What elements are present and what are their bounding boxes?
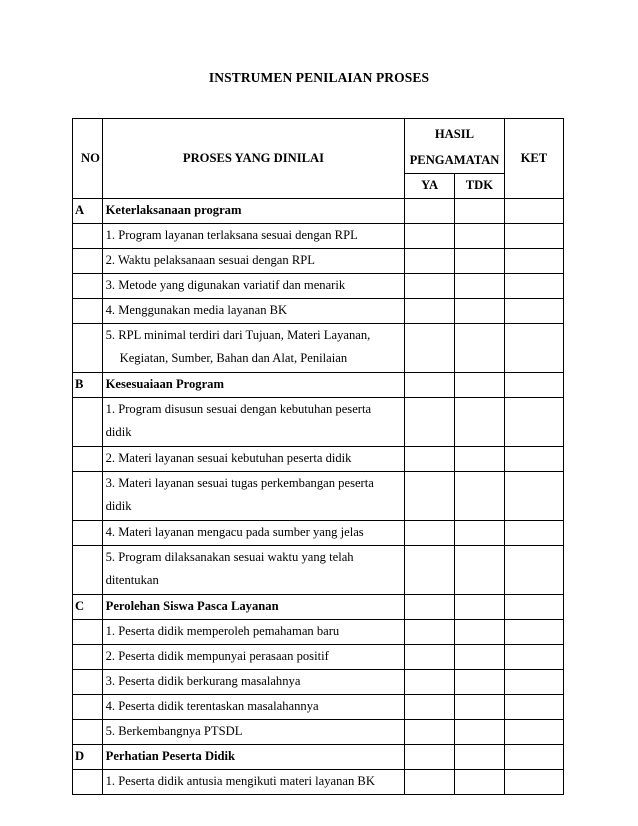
item-line: 5. RPL minimal terdiri dari Tujuan, Materi Layanan, [105,327,371,342]
item-line: 4. Peserta didik terentaskan masalahannya [105,698,319,713]
item-row [73,397,564,446]
item-row [73,619,564,644]
section-row [73,744,564,769]
item-text [102,298,405,323]
ya-checkbox-cell[interactable] [405,619,455,644]
item-row [73,248,564,273]
item-line: didik [105,499,132,513]
ket-cell[interactable] [504,644,563,669]
item-row [73,545,564,594]
no-cell [73,545,103,594]
no-cell [73,471,103,520]
document-title: INSTRUMEN PENILAIAN PROSES [208,70,430,85]
item-row [73,273,564,298]
section-title: Keterlaksanaan program [102,198,405,223]
item-line: 3. Materi layanan sesuai tugas perkembangan peserta [105,475,374,490]
ya-checkbox-cell[interactable] [405,298,455,323]
ket-cell[interactable] [504,619,563,644]
no-cell [73,397,103,446]
tdk-checkbox-cell[interactable] [455,298,505,323]
tdk-checkbox-cell[interactable] [455,248,505,273]
ya-cell [405,594,455,619]
section-title: Perhatian Peserta Didik [102,744,405,769]
ket-cell[interactable] [504,248,563,273]
item-line: 4. Materi layanan mengacu pada sumber yang jelas [105,524,364,539]
item-row [73,471,564,520]
section-letter: C [73,594,103,619]
header-hasil-pengamatan [405,119,504,174]
header-hasil-line2: PENGAMATAN [409,153,500,167]
no-cell [73,669,103,694]
tdk-cell [455,744,505,769]
item-line: 2. Waktu pelaksanaan sesuai dengan RPL [105,252,315,267]
ket-cell[interactable] [504,471,563,520]
no-cell [73,694,103,719]
assessment-table [72,118,564,795]
tdk-checkbox-cell[interactable] [455,223,505,248]
ya-cell [405,372,455,397]
no-cell [73,644,103,669]
item-line: Kegiatan, Sumber, Bahan dan Alat, Penilaian [119,351,348,365]
item-text [102,273,405,298]
section-row [73,372,564,397]
item-text [102,520,405,545]
item-line: 4. Menggunakan media layanan BK [105,302,288,317]
ket-cell[interactable] [504,545,563,594]
tdk-checkbox-cell[interactable] [455,273,505,298]
tdk-checkbox-cell[interactable] [455,471,505,520]
item-line: didik [105,425,132,439]
item-line: 5. Berkembangnya PTSDL [105,723,243,738]
item-text [102,223,405,248]
item-row [73,669,564,694]
ket-cell[interactable] [504,446,563,471]
item-text [102,619,405,644]
item-line: 1. Peserta didik antusia mengikuti materi layanan BK [105,773,375,788]
section-row [73,594,564,619]
ya-checkbox-cell[interactable] [405,545,455,594]
section-letter: D [73,744,103,769]
no-cell [73,520,103,545]
ya-checkbox-cell[interactable] [405,471,455,520]
ya-checkbox-cell[interactable] [405,323,455,372]
item-line: 3. Peserta didik berkurang masalahnya [105,673,301,688]
ya-cell [405,744,455,769]
section-letter: A [73,198,103,223]
ket-cell [504,744,563,769]
no-cell [73,719,103,744]
item-row [73,769,564,794]
item-text [102,248,405,273]
item-line: 1. Program layanan terlaksana sesuai dengan RPL [105,227,358,242]
tdk-cell [455,594,505,619]
tdk-checkbox-cell[interactable] [455,644,505,669]
item-row [73,298,564,323]
ket-cell [504,198,563,223]
ya-checkbox-cell[interactable] [405,520,455,545]
header-ya: YA [405,174,455,199]
item-text [102,719,405,744]
ya-checkbox-cell[interactable] [405,644,455,669]
section-row [73,198,564,223]
no-cell [73,298,103,323]
item-row [73,520,564,545]
table-body [73,198,564,794]
tdk-cell [455,198,505,223]
header-no: NO [73,119,103,199]
item-line: 1. Peserta didik memperoleh pemahaman baru [105,623,340,638]
item-row [73,446,564,471]
ket-cell [504,594,563,619]
item-text [102,446,405,471]
ket-cell[interactable] [504,669,563,694]
section-letter: B [73,372,103,397]
no-cell [73,323,103,372]
ya-checkbox-cell[interactable] [405,446,455,471]
item-text [102,769,405,794]
tdk-checkbox-cell[interactable] [455,520,505,545]
tdk-checkbox-cell[interactable] [455,619,505,644]
ya-checkbox-cell[interactable] [405,694,455,719]
item-row [73,323,564,372]
no-cell [73,769,103,794]
ya-checkbox-cell[interactable] [405,397,455,446]
ket-cell[interactable] [504,719,563,744]
item-row [73,223,564,248]
no-cell [73,223,103,248]
no-cell [73,248,103,273]
ket-cell[interactable] [504,323,563,372]
tdk-checkbox-cell[interactable] [455,545,505,594]
ya-checkbox-cell[interactable] [405,223,455,248]
item-line: ditentukan [105,573,159,587]
ket-cell[interactable] [504,223,563,248]
tdk-checkbox-cell[interactable] [455,769,505,794]
item-text [102,323,405,372]
item-text [102,644,405,669]
tdk-checkbox-cell[interactable] [455,719,505,744]
tdk-checkbox-cell[interactable] [455,669,505,694]
ket-cell [504,372,563,397]
item-text [102,694,405,719]
item-row [73,719,564,744]
ya-checkbox-cell[interactable] [405,669,455,694]
no-cell [73,619,103,644]
ket-cell[interactable] [504,397,563,446]
section-title: Perolehan Siswa Pasca Layanan [102,594,405,619]
tdk-cell [455,372,505,397]
ket-cell[interactable] [504,520,563,545]
ket-cell[interactable] [504,694,563,719]
ket-cell[interactable] [504,769,563,794]
header-tdk: TDK [455,174,505,199]
tdk-checkbox-cell[interactable] [455,446,505,471]
tdk-checkbox-cell[interactable] [455,694,505,719]
tdk-checkbox-cell[interactable] [455,323,505,372]
no-cell [73,273,103,298]
item-row [73,694,564,719]
item-row [73,644,564,669]
ket-cell[interactable] [504,273,563,298]
no-cell [73,446,103,471]
item-text [102,397,405,446]
header-proses: PROSES YANG DINILAI [102,119,405,199]
item-text [102,471,405,520]
item-text [102,545,405,594]
ya-checkbox-cell[interactable] [405,273,455,298]
ya-checkbox-cell[interactable] [405,248,455,273]
item-text [102,669,405,694]
ya-checkbox-cell[interactable] [405,769,455,794]
ya-cell [405,198,455,223]
ya-checkbox-cell[interactable] [405,719,455,744]
item-line: 1. Program disusun sesuai dengan kebutuhan peserta [105,401,372,416]
header-hasil-line1: HASIL [434,127,475,141]
item-line: 3. Metode yang digunakan variatif dan menarik [105,277,346,292]
item-line: 5. Program dilaksanakan sesuai waktu yang telah [105,549,354,564]
item-line: 2. Peserta didik mempunyai perasaan positif [105,648,329,663]
section-title: Kesesuaiaan Program [102,372,405,397]
item-line: 2. Materi layanan sesuai kebutuhan peserta didik [105,450,352,465]
ket-cell[interactable] [504,298,563,323]
tdk-checkbox-cell[interactable] [455,397,505,446]
header-ket: KET [504,119,563,199]
